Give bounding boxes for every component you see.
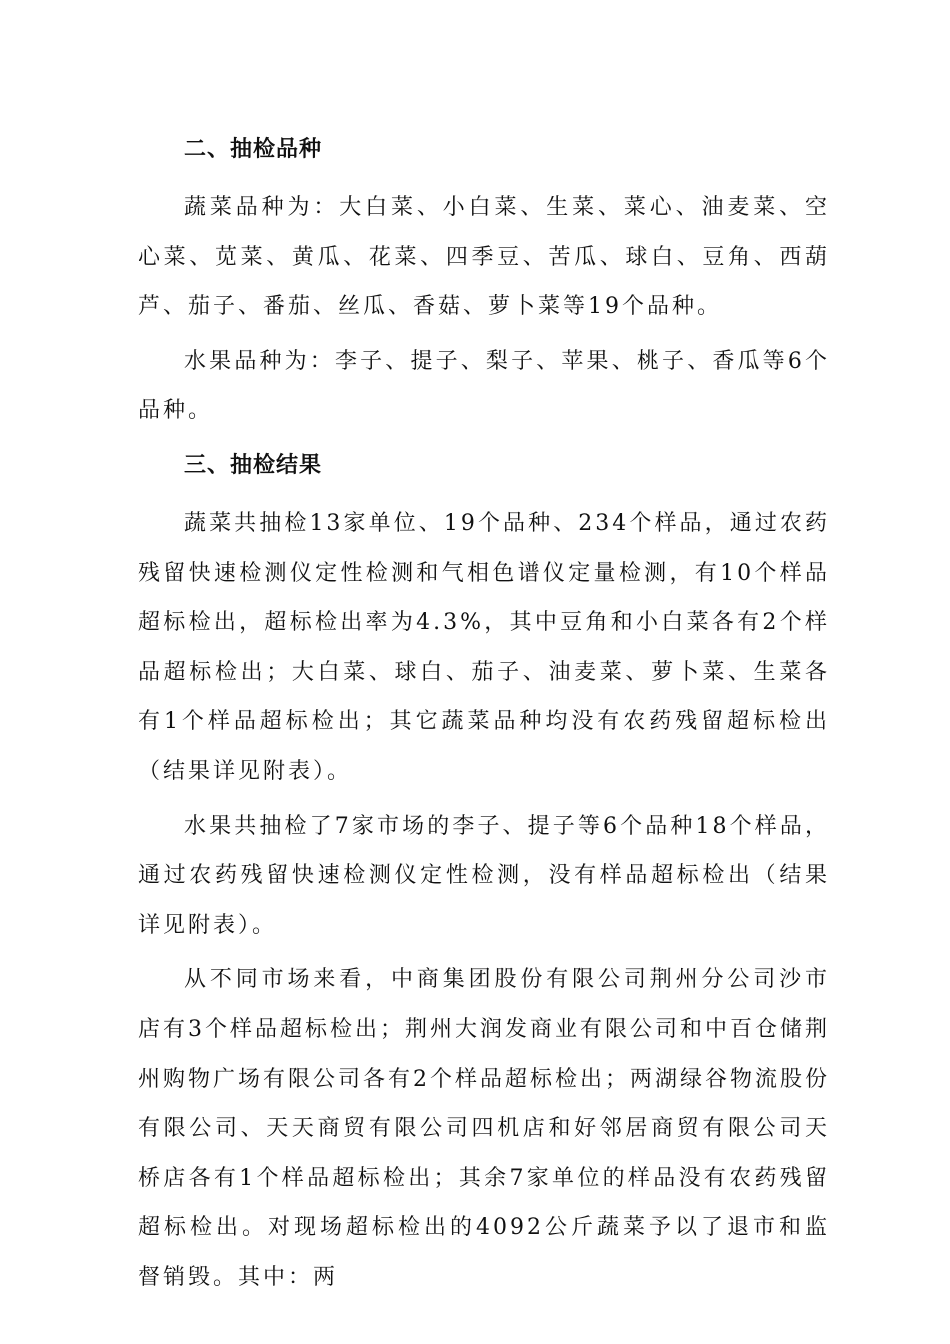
section-sampling-results [138, 441, 830, 1303]
vegetable-varieties-paragraph: 蔬菜品种为：大白菜、小白菜、生菜、菜心、油麦菜、空心菜、苋菜、黄瓜、花菜、四季豆、苦瓜、球白、豆角、西葫芦、茄子、番茄、丝瓜、香菇、萝卜菜等19个品种。 [138, 195, 830, 320]
market-results-paragraph: 从不同市场来看，中商集团股份有限公司荆州分公司沙市店有3个样品超标检出；荆州大润发商业有限公司和中百仓储荆州购物广场有限公司各有2个样品超标检出；两湖绿谷物流股份有限公司、天天商贸有限公司四机店和好邻居商贸有限公司天桥店各有1个样品超标检出；其余7家单位的样品没有农药残留超标检出。对现场超标检出的4092公斤蔬菜予以了退市和监督销毁。其中：两 [138, 967, 830, 1290]
fruit-results-paragraph: 水果共抽检了7家市场的李子、提子等6个品种18个样品，通过农药残留快速检测仪定性检测，没有样品超标检出（结果详见附表）。 [138, 813, 830, 938]
section-heading: 二、抽检品种 [184, 137, 323, 162]
fruit-varieties-paragraph: 水果品种为：李子、提子、梨子、苹果、桃子、香瓜等6个品种。 [138, 348, 830, 424]
section-sampling-varieties [138, 125, 830, 436]
vegetable-results-paragraph: 蔬菜共抽检13家单位、19个品种、234个样品，通过农药残留快速检测仪定性检测和气相色谱仪定量检测，有10个样品超标检出，超标检出率为4.3%，其中豆角和小白菜各有2个样品超标检出；大白菜、球白、茄子、油麦菜、萝卜菜、生菜各有1个样品超标检出；其它蔬菜品种均没有农药残留超标检出（结果详见附表）。 [138, 510, 830, 784]
document-page [138, 125, 830, 1307]
section-heading: 三、抽检结果 [184, 452, 323, 478]
